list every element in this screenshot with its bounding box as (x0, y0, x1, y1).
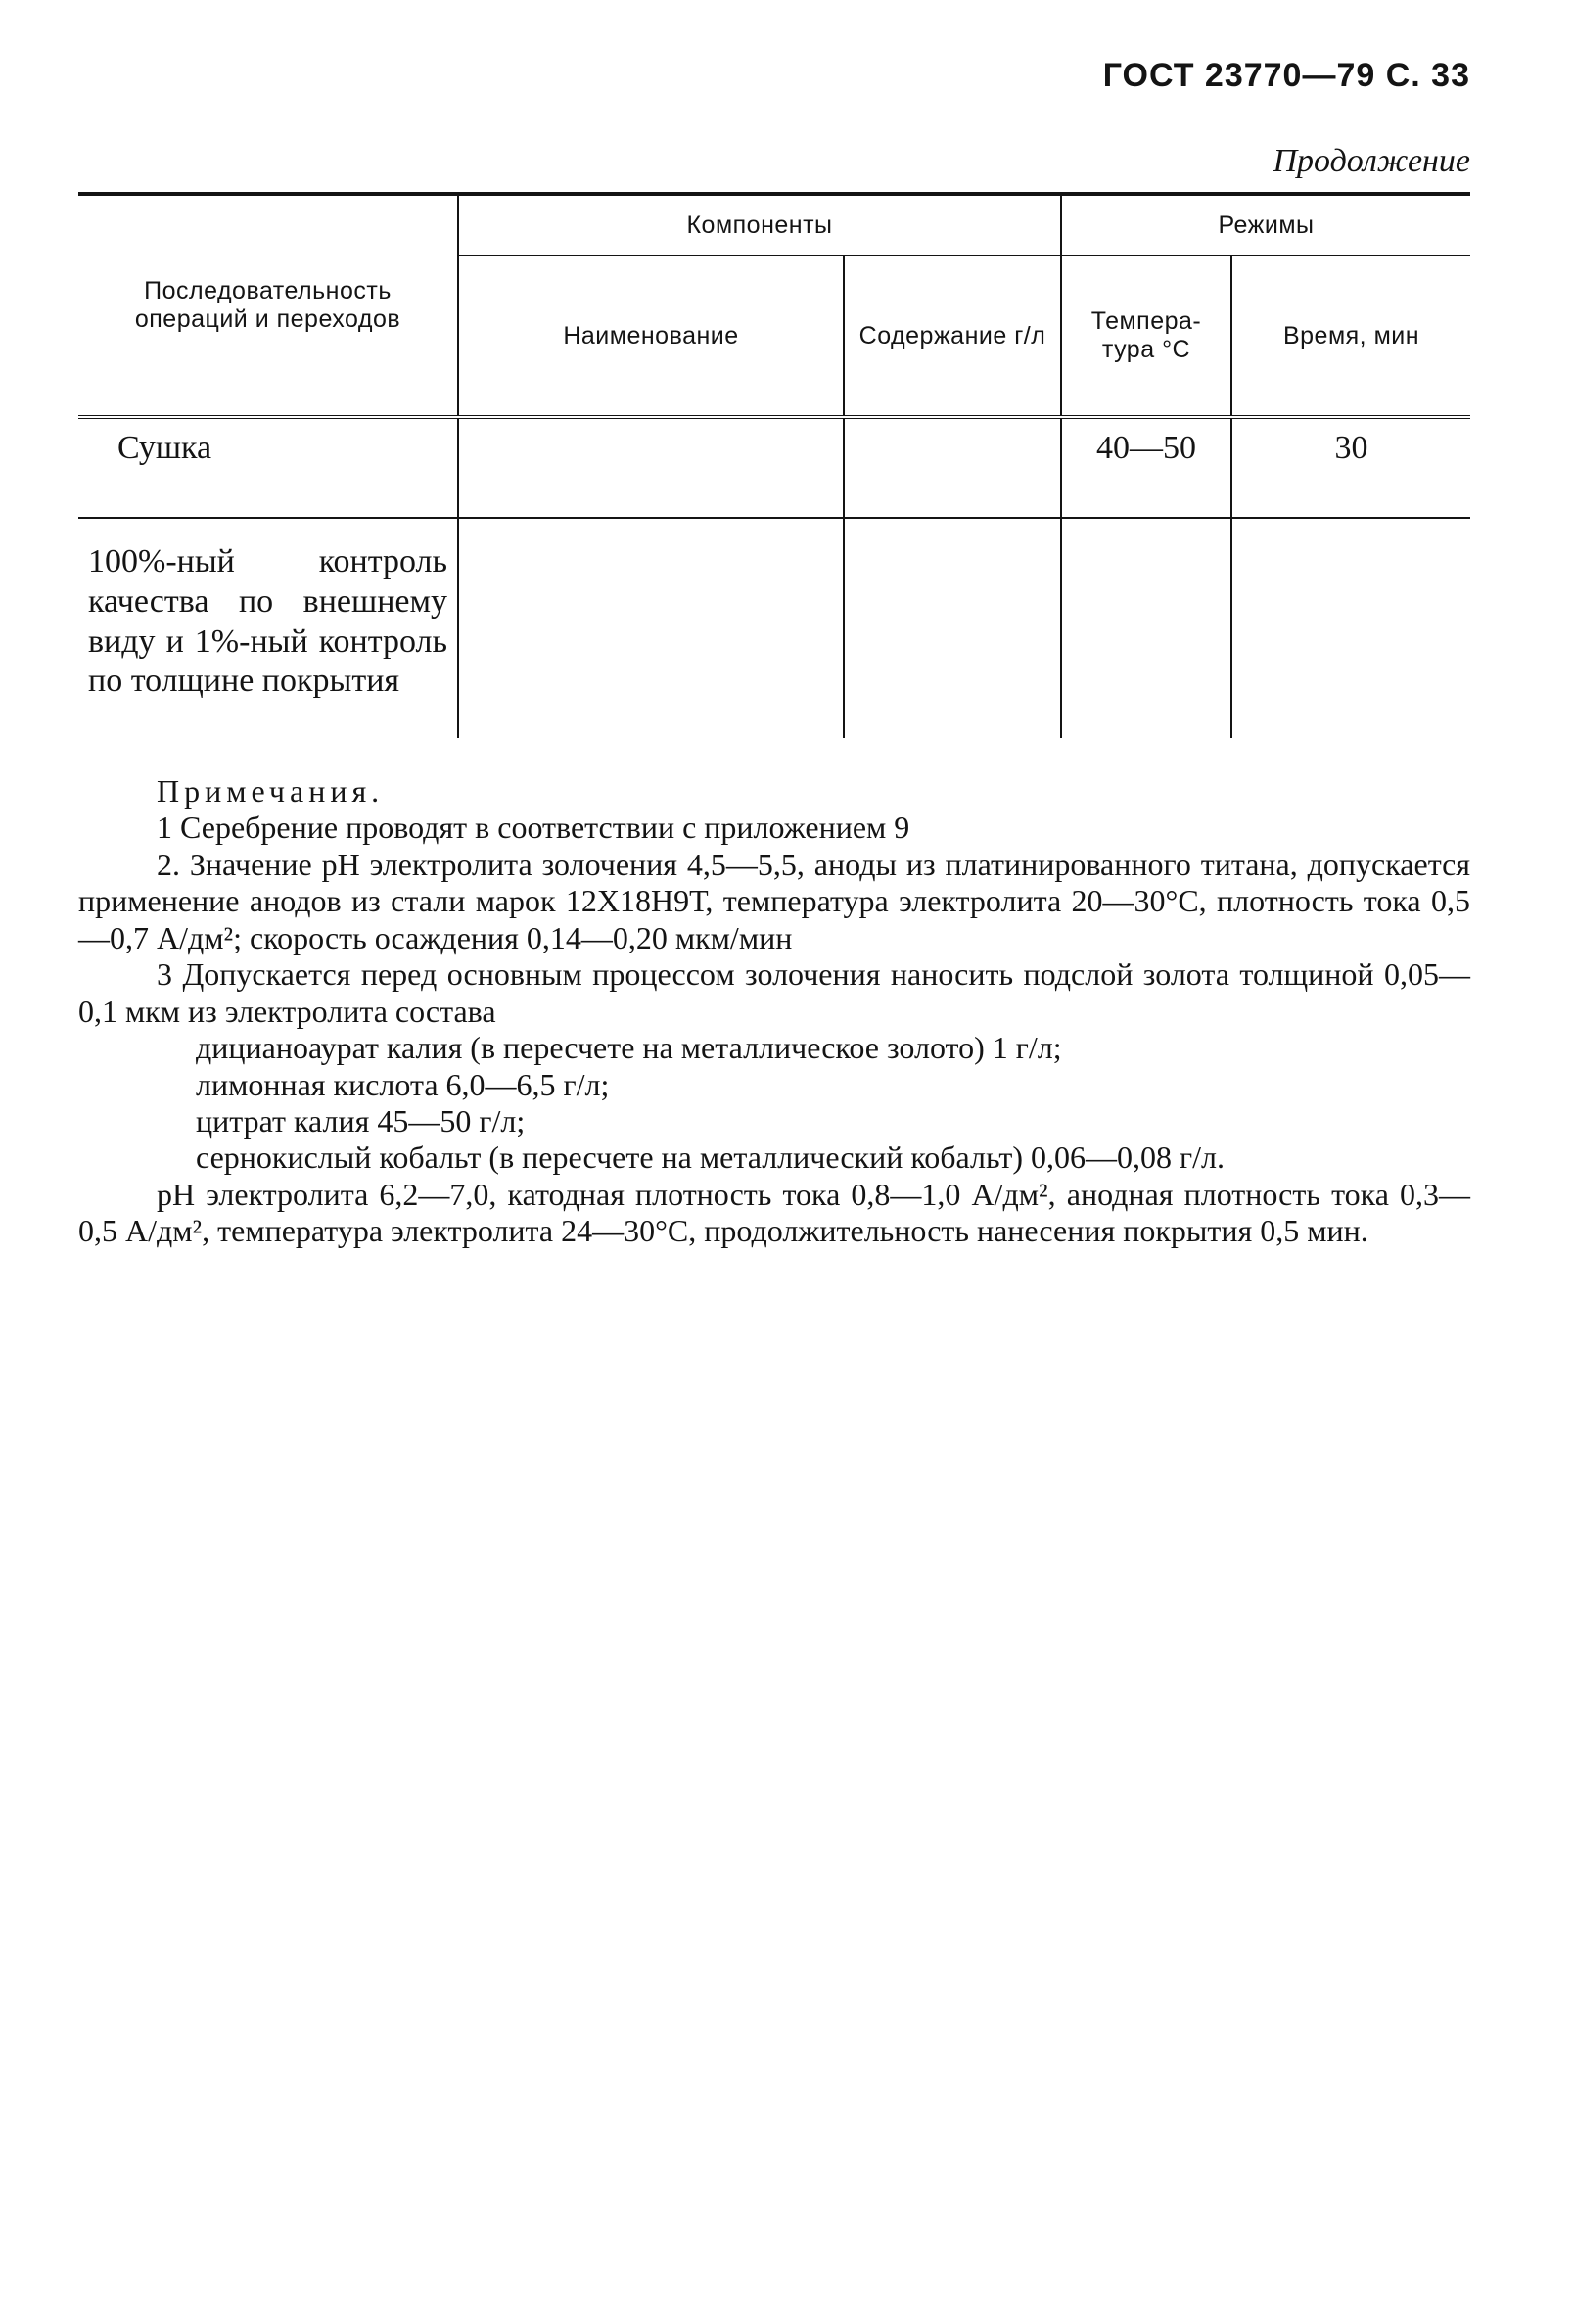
page-header: ГОСТ 23770—79 С. 33 (1102, 57, 1470, 94)
cell-time: 30 (1231, 417, 1470, 518)
cell-time (1231, 518, 1470, 738)
composition-line: лимонная кислота 6,0—6,5 г/л; (196, 1066, 610, 1102)
header-content: Содержание г/л (844, 256, 1061, 417)
cell-name (458, 417, 844, 518)
cell-name (458, 518, 844, 738)
cell-operation: 100%-ный контроль качества по внешнему виду и 1%-ный контроль по толщине покрытия (88, 543, 447, 700)
cell-temperature (1061, 518, 1231, 738)
note-closing: pH электролита 6,2—7,0, катодная плотность тока 0,8—1,0 А/дм², анодная плотность тока 0,3—0,5 А/дм², температура электролита 24—30°С, продолжительность нанесения покрытия 0,5 мин. (78, 1176, 1470, 1249)
continuation-label: Продолжение (1273, 143, 1470, 179)
composition-line: сернокислый кобальт (в пересчете на металлический кобальт) 0,06—0,08 г/л. (196, 1139, 1225, 1176)
note-item: 2. Значение pH электролита золочения 4,5—5,5, аноды из платинированного титана, допускается применение анодов из стали марок 12Х18Н9Т, температура электролита 20—30°С, плотность тока 0,5—0,7 А/дм²; скорость осаждения 0,14—0,20 мкм/мин (78, 846, 1470, 955)
cell-content (844, 417, 1061, 518)
header-operations: Последовательность операций и переходов (78, 194, 458, 417)
notes-title: Примечания. (157, 773, 385, 809)
table-row (78, 518, 1470, 738)
cell-temperature: 40—50 (1061, 417, 1231, 518)
header-components: Компоненты (458, 194, 1061, 256)
header-name: Наименование (458, 256, 844, 417)
header-temperature: Темпера- тура °С (1061, 256, 1231, 417)
composition-line: дицианоаурат калия (в пересчете на металлическое золото) 1 г/л; (196, 1030, 1062, 1066)
note-item: 3 Допускается перед основным процессом золочения наносить подслой золота толщиной 0,05—0,1 мкм из электролита состава (78, 956, 1470, 1029)
table-row (78, 417, 1470, 518)
cell-content (844, 518, 1061, 738)
header-modes: Режимы (1061, 194, 1470, 256)
cell-operation: Сушка (117, 430, 212, 466)
notes-section (78, 773, 1470, 1250)
composition-line: цитрат калия 45—50 г/л; (196, 1102, 526, 1139)
note-item: 1 Серебрение проводят в соответствии с приложением 9 (157, 810, 910, 846)
header-time: Время, мин (1231, 256, 1470, 417)
process-table (78, 192, 1470, 738)
process-table-container (78, 192, 1470, 738)
table-header-row-1 (78, 194, 1470, 256)
